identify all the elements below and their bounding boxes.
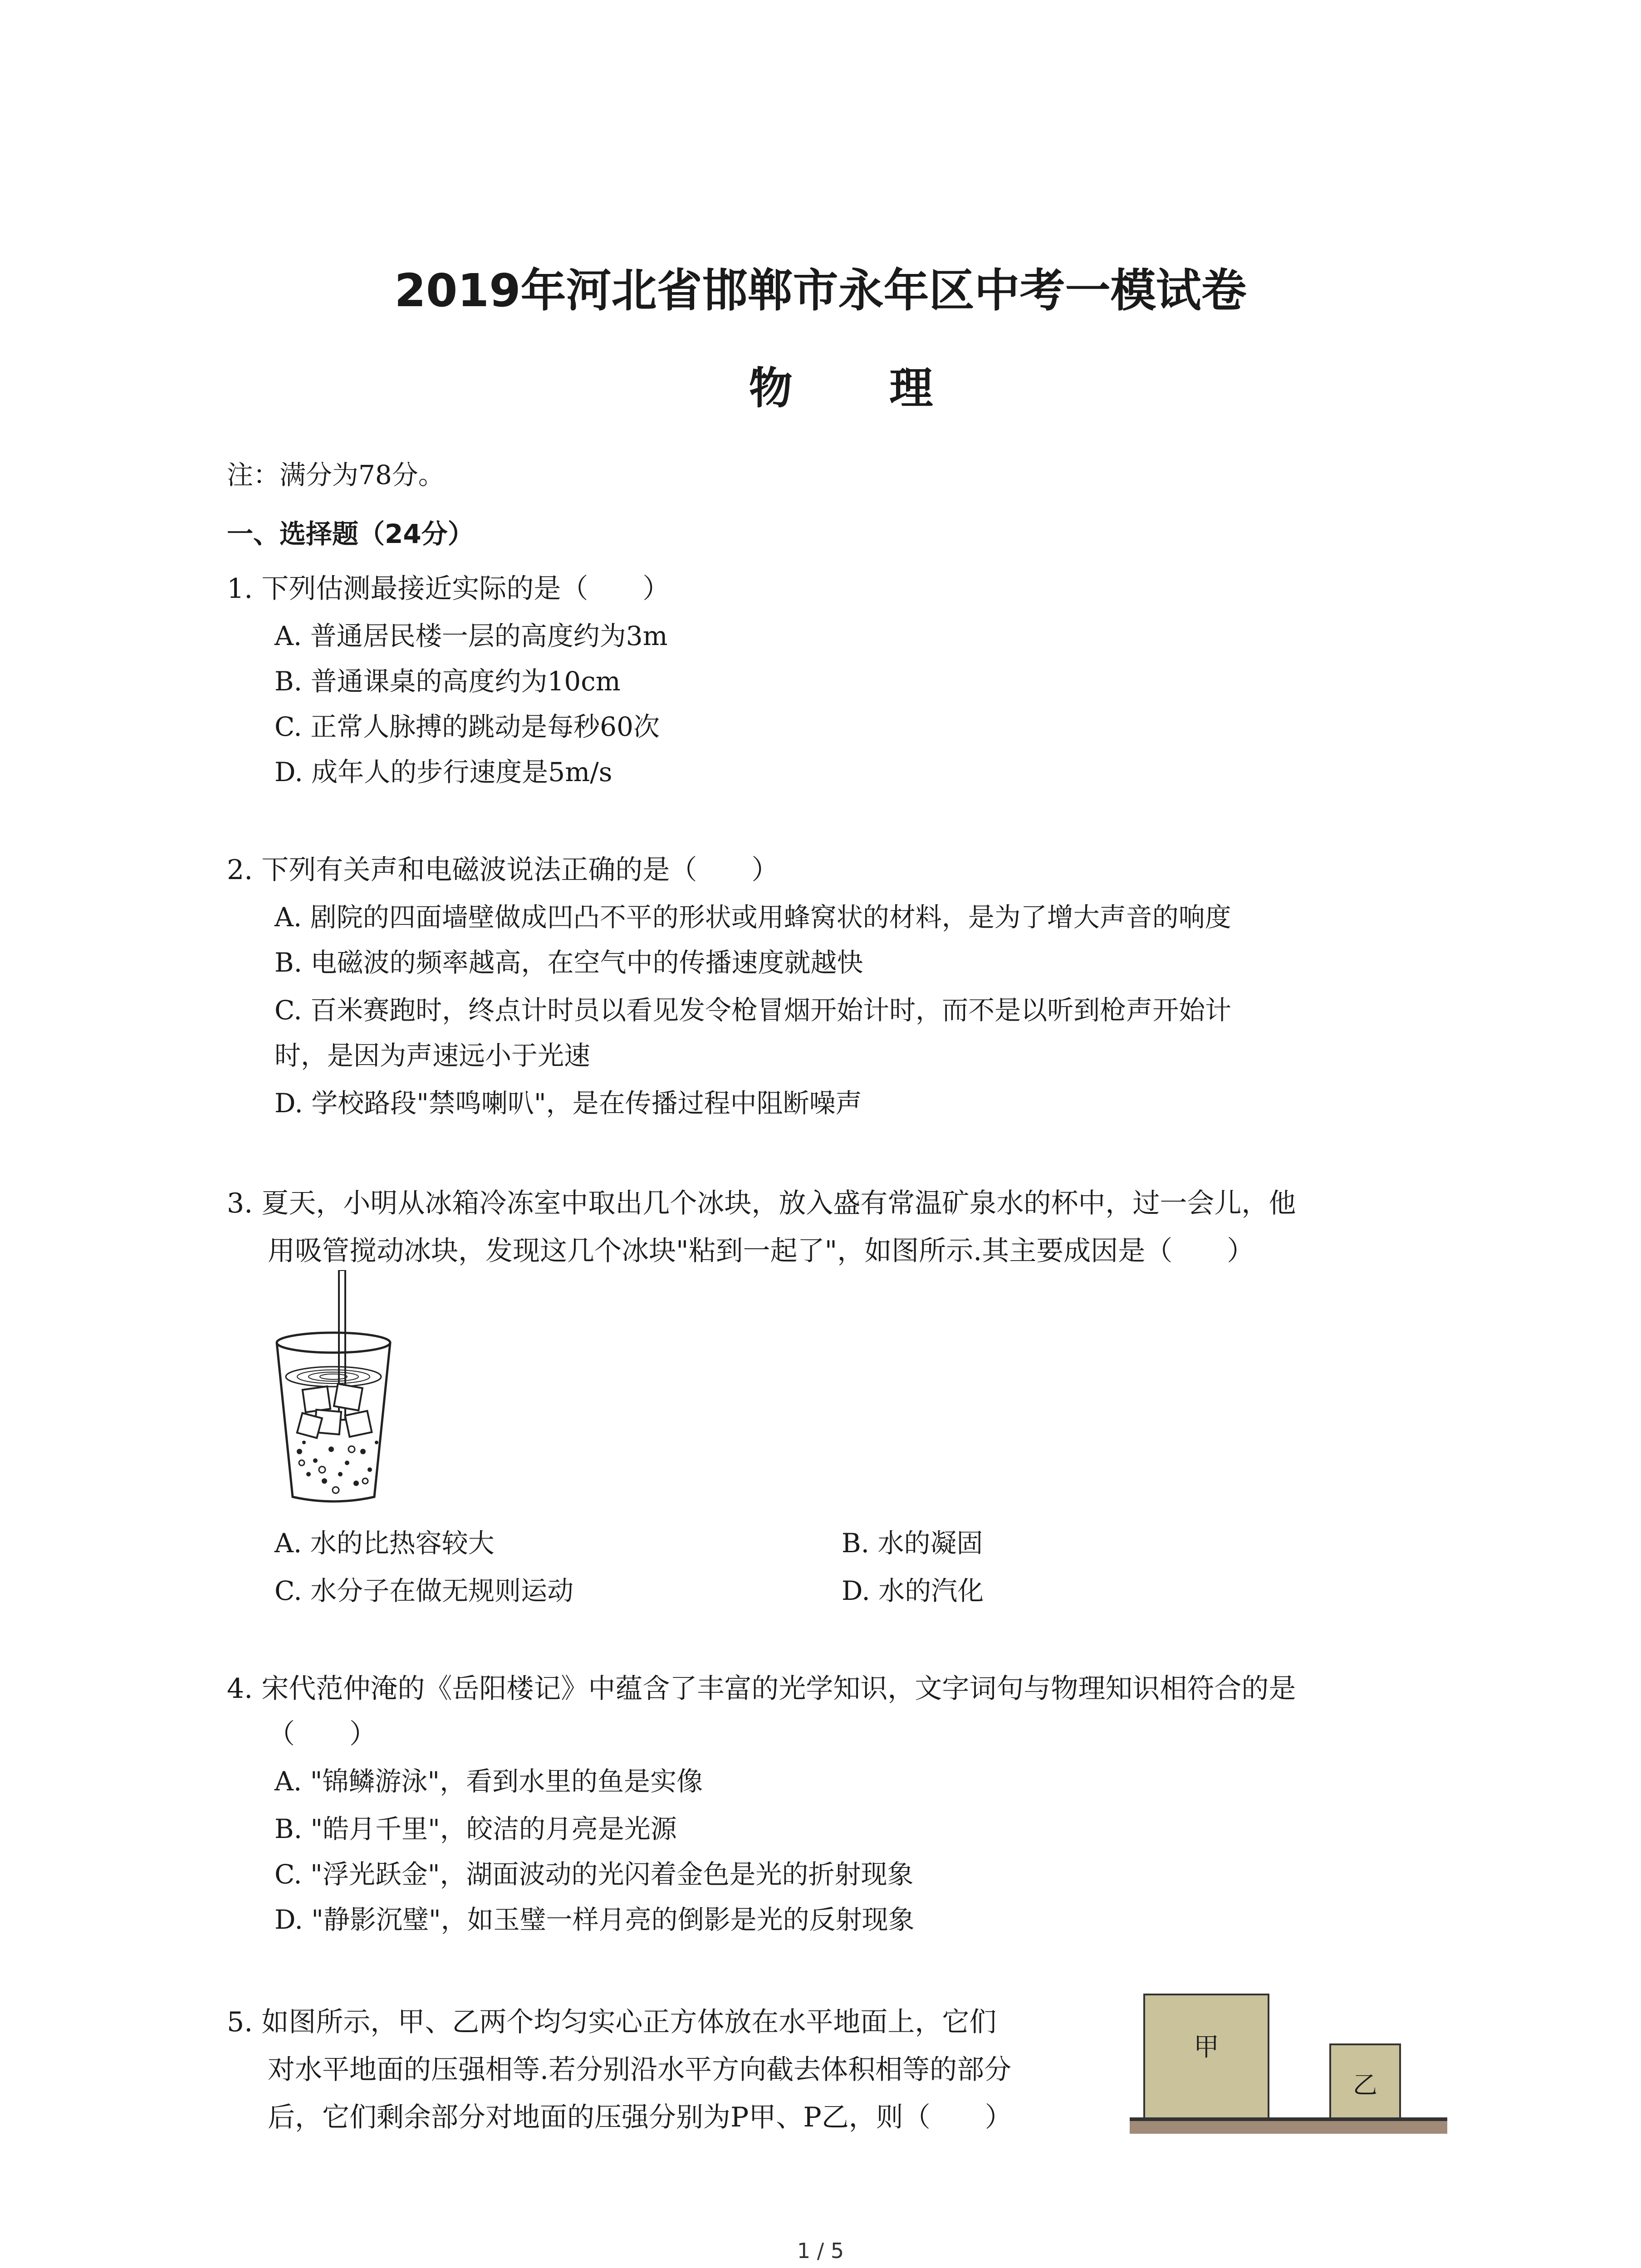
question-5-stem-line1: 5. 如图所示，甲、乙两个均匀实心正方体放在水平地面上，它们 [227,2006,997,2038]
question-5-stem-line2: 对水平地面的压强相等.若分别沿水平方向截去体积相等的部分 [268,2054,1012,2086]
question-4-stem-line1: 4. 宋代范仲淹的《岳阳楼记》中蕴含了丰富的光学知识，文字词句与物理知识相符合的是 [227,1673,1296,1705]
question-1-option-a: A. 普通居民楼一层的高度约为3m [274,621,668,651]
question-1-option-d: D. 成年人的步行速度是5m/s [274,757,612,787]
section-heading: 一、选择题（24分） [227,518,474,549]
question-4-option-c: C. "浮光跃金"，湖面波动的光闪着金色是光的折射现象 [274,1859,914,1890]
question-2-option-a: A. 剧院的四面墙壁做成凹凸不平的形状或用蜂窝状的材料，是为了增大声音的响度 [274,902,1231,933]
question-3-option-a: A. 水的比热容较大 [274,1528,495,1559]
question-1-stem: 1. 下列估测最接近实际的是（ ） [227,573,670,605]
question-2-stem: 2. 下列有关声和电磁波说法正确的是（ ） [227,854,779,886]
cube-yi [1329,2043,1401,2120]
question-4-option-a: A. "锦鳞游泳"，看到水里的鱼是实像 [274,1766,703,1797]
question-3-stem-line1: 3. 夏天，小明从冰箱冷冻室中取出几个冰块，放入盛有常温矿泉水的杯中，过一会儿，他 [227,1188,1296,1219]
ground-line [1130,2117,1447,2121]
question-3-option-c: C. 水分子在做无规则运动 [274,1575,574,1606]
question-4-option-b: B. "皓月千里"，皎洁的月亮是光源 [274,1813,677,1844]
question-3-option-d: D. 水的汽化 [842,1575,984,1606]
ground-surface [1130,2121,1447,2134]
question-1-option-b: B. 普通课桌的高度约为10cm [274,666,621,697]
exam-title: 2019年河北省邯郸市永年区中考一模试卷 [394,264,1247,317]
cube-yi-label: 乙 [1353,2071,1377,2099]
question-3-option-b: B. 水的凝固 [842,1528,983,1559]
cube-jia-label: 甲 [1194,2033,1219,2062]
question-4-stem-line2: （ ） [268,1718,377,1750]
question-1-option-c: C. 正常人脉搏的跳动是每秒60次 [274,711,660,742]
question-2-option-d: D. 学校路段"禁鸣喇叭"，是在传播过程中阻断噪声 [274,1088,862,1119]
question-5-stem-line3: 后，它们剩余部分对地面的压强分别为P甲、P乙，则（ ） [268,2102,1012,2133]
ice-cup-figure [272,1270,408,1506]
question-3-stem-line2: 用吸管搅动冰块，发现这几个冰块"粘到一起了"，如图所示.其主要成因是（ ） [268,1235,1254,1267]
question-4-option-d: D. "静影沉璧"，如玉璧一样月亮的倒影是光的反射现象 [274,1904,915,1935]
score-note: 注：满分为78分。 [227,459,445,490]
question-2-option-c: C. 百米赛跑时，终点计时员以看见发令枪冒烟开始计时，而不是以听到枪声开始计 [274,995,1232,1026]
cube-jia [1143,1994,1269,2120]
page-number: 1 / 5 [797,2239,844,2263]
question-2-option-c-continued: 时，是因为声速远小于光速 [274,1040,591,1071]
question-2-option-b: B. 电磁波的频率越高，在空气中的传播速度就越快 [274,947,863,978]
subject-title: 物 理 [749,363,974,414]
